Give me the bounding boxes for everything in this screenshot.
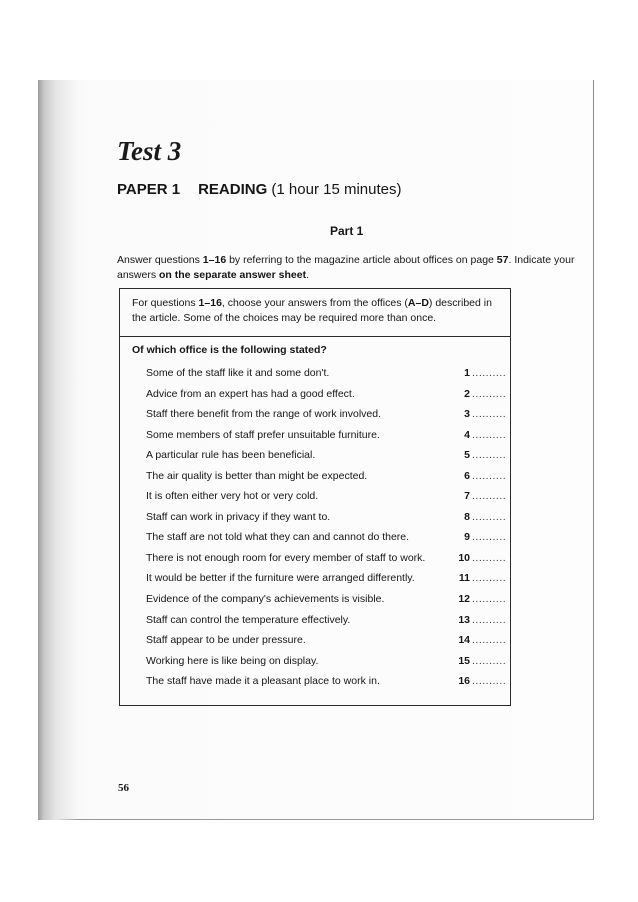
intro-text: by referring to the magazine article about offices on page xyxy=(226,254,497,266)
question-item xyxy=(120,507,510,528)
question-number: 5 xyxy=(464,449,470,462)
question-number: 12 xyxy=(458,593,470,606)
question-statement: Some of the staff like it and some don't. xyxy=(146,367,330,379)
question-number: 15 xyxy=(458,654,470,667)
answer-blank[interactable]: .......... xyxy=(472,449,507,462)
question-number: 4 xyxy=(464,428,470,441)
question-number: 9 xyxy=(464,531,470,544)
answer-blank[interactable]: .......... xyxy=(472,593,507,606)
question-item xyxy=(120,548,510,569)
question-item xyxy=(120,384,510,405)
question-number: 7 xyxy=(464,490,470,503)
answer-blank[interactable]: .......... xyxy=(472,367,507,379)
paper-duration: (1 hour 15 minutes) xyxy=(271,181,402,198)
paper-label: PAPER 1 xyxy=(117,181,181,198)
question-statement: Staff can work in privacy if they want to. xyxy=(146,510,331,523)
book-spine-shadow xyxy=(38,80,78,820)
intro-range: 1–16 xyxy=(202,254,227,266)
question-statement: The staff have made it a pleasant place to work in. xyxy=(146,675,380,688)
intro-page-ref: 57 xyxy=(496,254,509,266)
answer-blank[interactable]: .......... xyxy=(472,675,507,688)
test-title: Test 3 xyxy=(117,136,182,166)
page-number: 56 xyxy=(118,782,129,794)
intro-text: Answer questions xyxy=(117,254,203,266)
instr-text: , choose your answers from the offices ( xyxy=(221,297,408,309)
answer-blank[interactable]: .......... xyxy=(472,572,507,585)
question-item xyxy=(120,404,510,425)
question-statement: Staff can control the temperature effectively. xyxy=(146,613,351,626)
answer-blank[interactable]: .......... xyxy=(472,613,507,626)
question-item xyxy=(120,671,510,692)
instr-letters: A–D xyxy=(407,297,429,309)
questions-box xyxy=(119,288,511,706)
question-item xyxy=(120,589,510,610)
intro-text: . xyxy=(306,269,309,281)
question-statement: Advice from an expert has had a good effect. xyxy=(146,387,355,400)
part-title: Part 1 xyxy=(330,224,364,238)
answer-blank[interactable]: .......... xyxy=(472,428,507,441)
paper-heading xyxy=(117,181,402,198)
question-number: 10 xyxy=(458,551,470,564)
instr-text: For questions xyxy=(132,297,199,309)
question-item xyxy=(120,651,510,672)
question-item xyxy=(120,363,510,384)
answer-blank[interactable]: .......... xyxy=(472,469,507,482)
box-instructions xyxy=(120,289,510,337)
answer-blank[interactable]: .......... xyxy=(472,551,507,564)
question-statement: Some members of staff prefer unsuitable furniture. xyxy=(146,428,380,441)
question-heading: Of which office is the following stated? xyxy=(132,344,327,356)
answer-blank[interactable]: .......... xyxy=(472,387,507,400)
question-item xyxy=(120,486,510,507)
question-item xyxy=(120,527,510,548)
question-number: 11 xyxy=(458,572,470,585)
question-item xyxy=(120,445,510,466)
intro-instructions xyxy=(117,253,587,283)
instr-range: 1–16 xyxy=(198,297,222,309)
question-number: 1 xyxy=(464,367,470,379)
intro-text: . Indicate your answers xyxy=(117,254,575,281)
question-item xyxy=(120,425,510,446)
question-item xyxy=(120,568,510,589)
question-number: 3 xyxy=(464,408,470,421)
answer-blank[interactable]: .......... xyxy=(472,510,507,523)
question-item xyxy=(120,630,510,651)
question-statement: A particular rule has been beneficial. xyxy=(146,449,316,462)
question-statement: It is often either very hot or very cold. xyxy=(146,490,319,503)
answer-blank[interactable]: .......... xyxy=(472,408,507,421)
question-number: 14 xyxy=(458,634,470,647)
intro-answer-sheet: on the separate answer sheet xyxy=(159,269,307,281)
instr-text: ) described in the article. Some of the choices may be required more than once. xyxy=(132,297,492,324)
question-statement: Evidence of the company's achievements is visible. xyxy=(146,593,385,606)
question-number: 6 xyxy=(464,469,470,482)
answer-blank[interactable]: .......... xyxy=(472,490,507,503)
question-statement: Staff there benefit from the range of work involved. xyxy=(146,408,382,421)
question-number: 16 xyxy=(458,675,470,688)
question-number: 13 xyxy=(458,613,470,626)
question-statement: It would be better if the furniture were arranged differently. xyxy=(146,572,415,585)
paper-name: READING xyxy=(198,181,268,198)
question-item xyxy=(120,610,510,631)
question-statement: There is not enough room for every member of staff to work. xyxy=(146,551,426,564)
answer-blank[interactable]: .......... xyxy=(472,531,507,544)
question-list xyxy=(120,363,510,692)
question-statement: The air quality is better than might be expected. xyxy=(146,469,368,482)
answer-blank[interactable]: .......... xyxy=(472,634,507,647)
question-number: 2 xyxy=(464,387,470,400)
question-item xyxy=(120,466,510,487)
question-statement: Working here is like being on display. xyxy=(146,654,319,667)
answer-blank[interactable]: .......... xyxy=(472,654,507,667)
question-number: 8 xyxy=(464,510,470,523)
question-statement: The staff are not told what they can and cannot do there. xyxy=(146,531,410,544)
question-statement: Staff appear to be under pressure. xyxy=(146,634,306,647)
